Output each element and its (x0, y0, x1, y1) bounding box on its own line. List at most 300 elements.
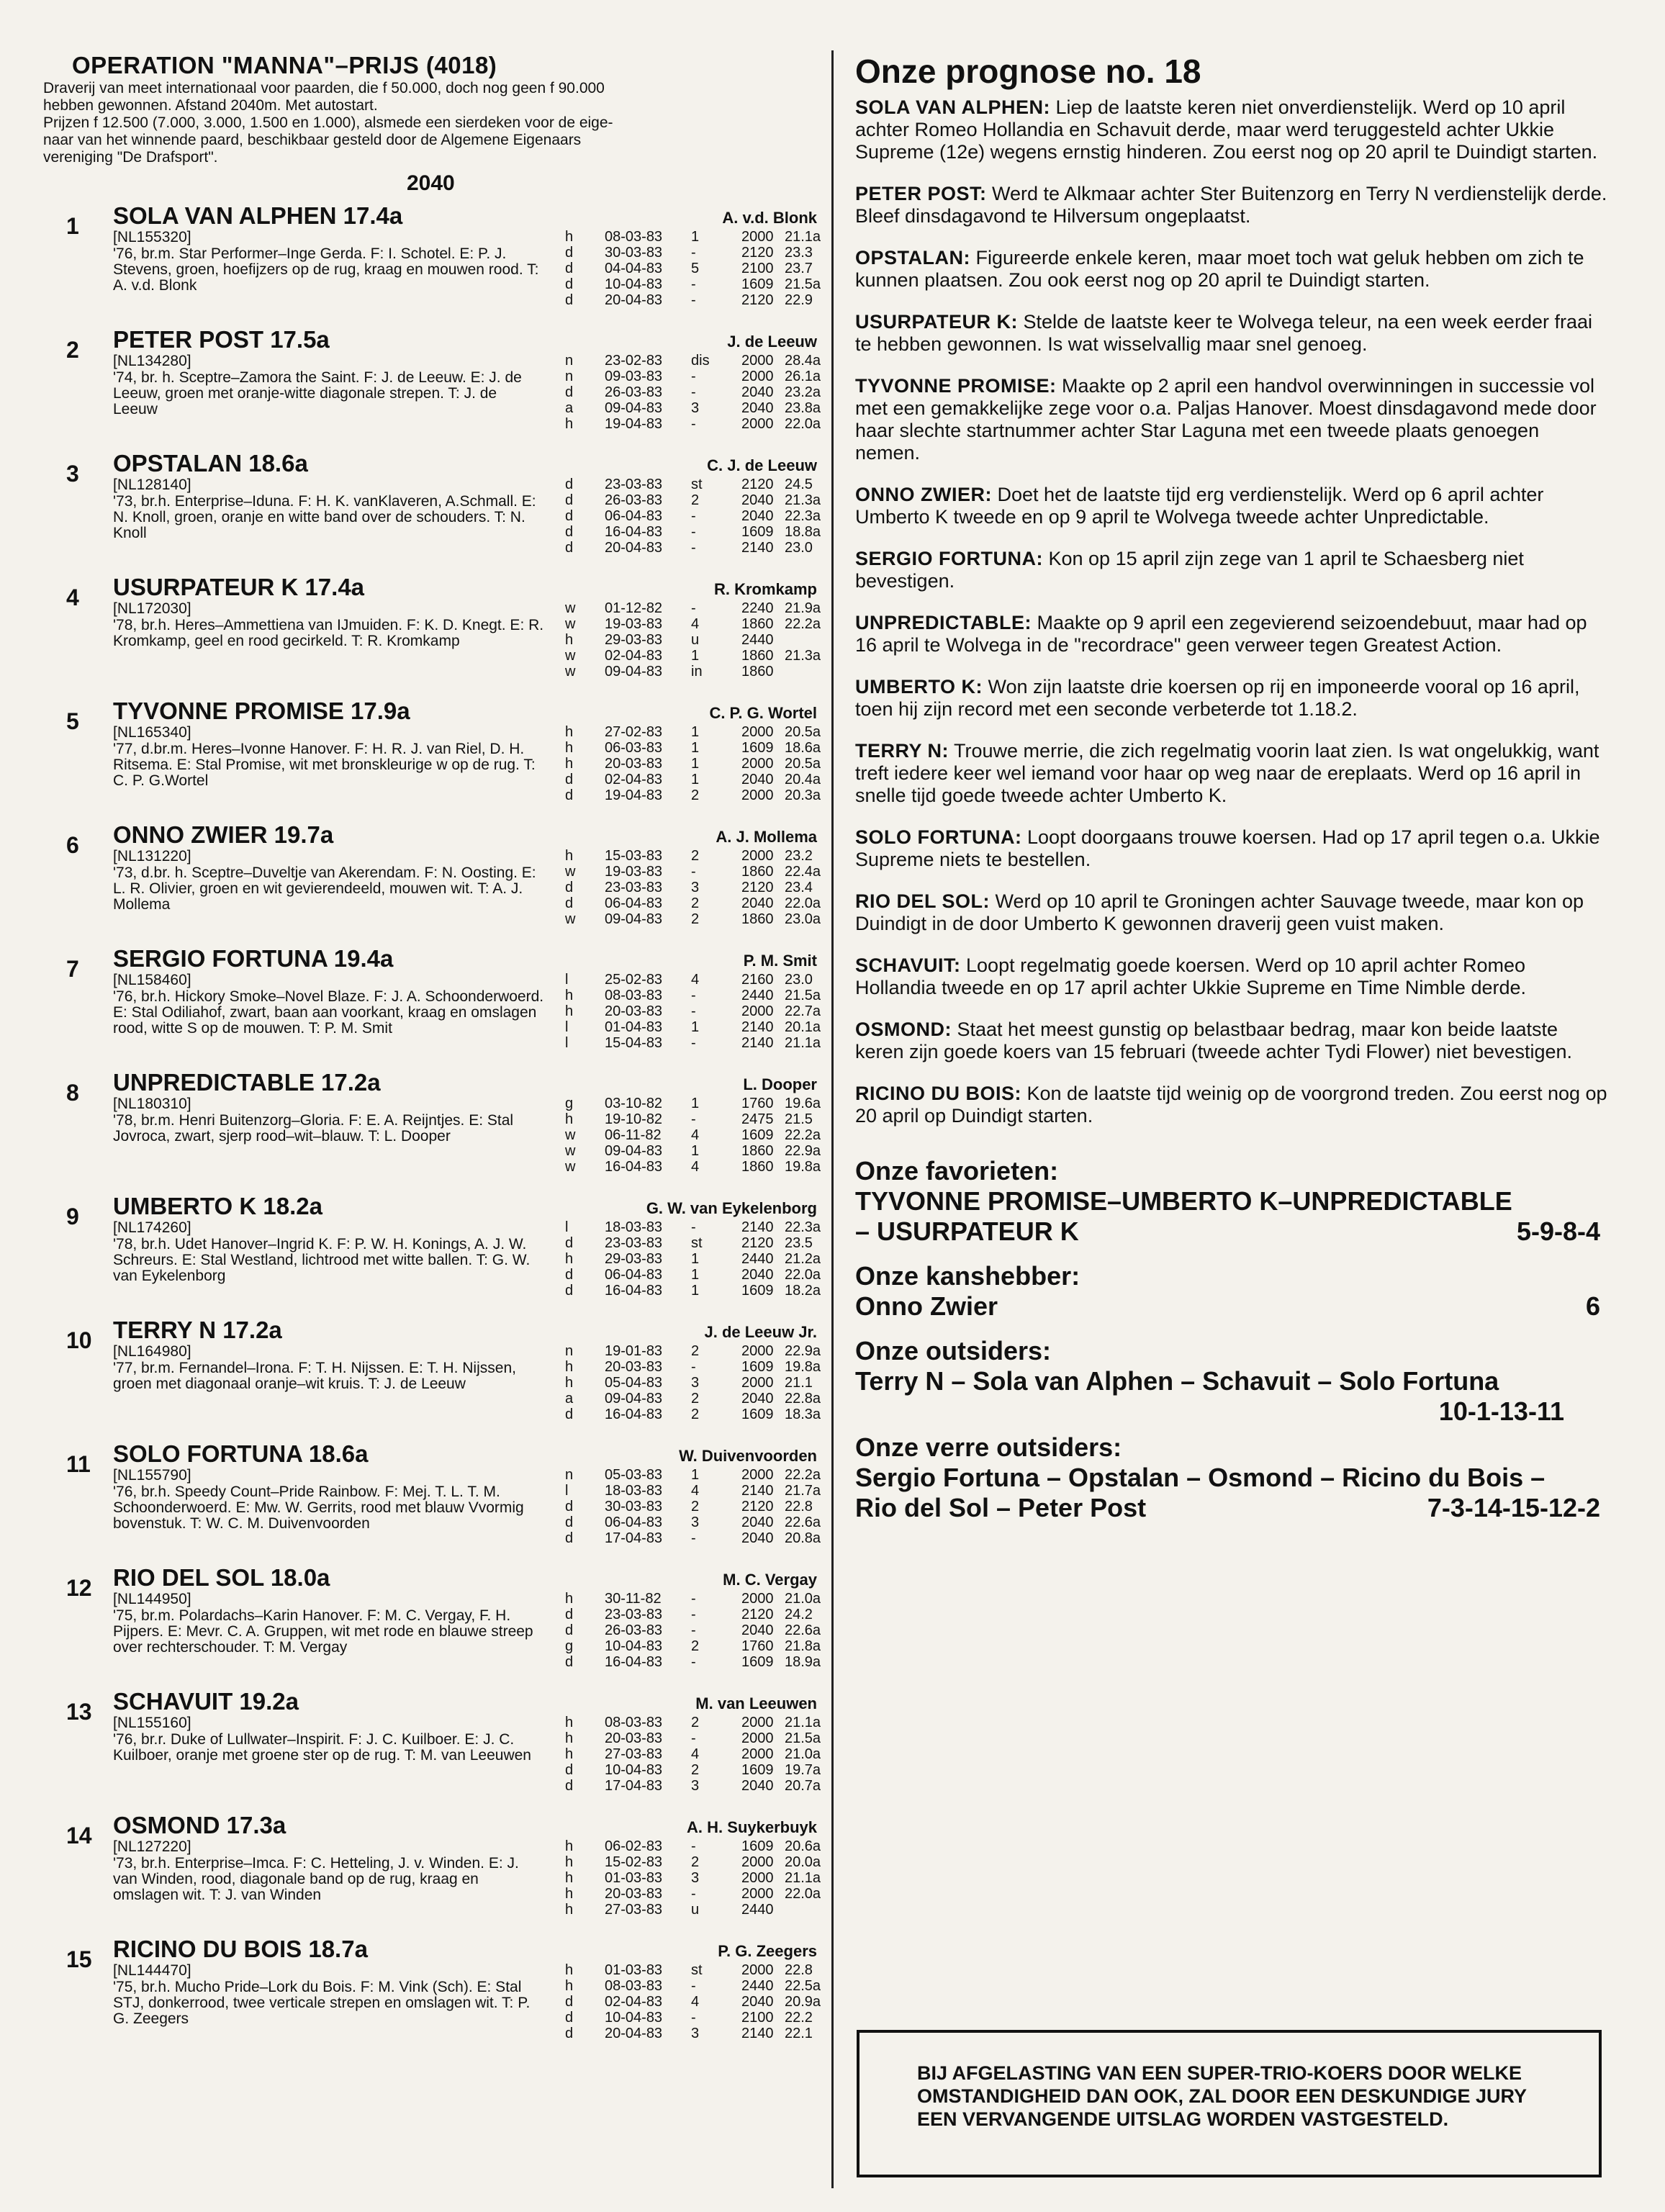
race-distance: 2140 (741, 540, 774, 556)
track-code: h (565, 756, 574, 772)
form-row (565, 648, 821, 664)
registration-number: [NL172030] (113, 600, 191, 617)
form-row (565, 1886, 821, 1902)
form-row (565, 1962, 817, 1978)
entry-list (43, 199, 821, 2056)
race-distance: 1609 (741, 1407, 774, 1422)
form-table (565, 1591, 821, 1670)
placing: - (691, 988, 696, 1003)
race-distance: 2000 (741, 1003, 774, 1019)
horse-pedigree: '78, br.m. Henri Buitenzorg–Gloria. F: E. A. Reijntjes. E: Stal Jovroca, zwart, sjerp rood–wit–blauw. T: L. Dooper (113, 1112, 514, 1145)
race-time: 21.1a (785, 229, 821, 245)
race-distance: 1860 (741, 648, 774, 664)
track-code: h (565, 1111, 574, 1127)
race-time: 22.0a (785, 895, 821, 911)
placing: 2 (691, 492, 700, 508)
race-time: 19.8a (785, 1359, 821, 1375)
entry-number: 15 (66, 1946, 92, 1972)
race-time: 21.1a (785, 1035, 821, 1051)
registration-number: [NL131220] (113, 848, 191, 865)
driver-name: R. Kromkamp (713, 580, 817, 598)
horse-name: SOLA VAN ALPHEN 17.4a (113, 202, 403, 229)
track-code: h (565, 1591, 574, 1607)
form-row (565, 492, 821, 508)
race-date: 06-04-83 (605, 1267, 663, 1283)
race-time: 18.6a (785, 740, 821, 756)
horse-pedigree: '78, br.h. Udet Hanover–Ingrid K. F: P. W. H. Konings, A. J. W. Schreurs. E: Stal Westland, lichtrood met witte ballen. T: G. W. van Eykelenborg (113, 1236, 531, 1284)
prognosis-paragraph (855, 548, 1607, 592)
placing: 1 (691, 1019, 700, 1035)
favorites-numbers: 5-9-8-4 (1516, 1216, 1600, 1246)
placing: - (691, 1359, 696, 1375)
race-distance: 2000 (741, 1343, 774, 1359)
placing: - (691, 369, 696, 384)
race-date: 23-02-83 (605, 353, 663, 369)
race-time: 21.1 (785, 1375, 813, 1391)
race-time: 22.3a (785, 508, 821, 524)
race-date: 06-04-83 (605, 1514, 663, 1530)
placing: 3 (691, 1870, 700, 1886)
race-date: 16-04-83 (605, 1407, 663, 1422)
form-row (565, 1838, 821, 1854)
outsiders-line: Terry N – Sola van Alphen – Schavuit – Solo Fortuna (855, 1366, 1499, 1396)
entry (43, 942, 821, 1065)
race-date: 09-03-83 (605, 369, 663, 384)
race-date: 26-03-83 (605, 492, 663, 508)
race-time: 18.2a (785, 1283, 821, 1299)
race-date: 20-03-83 (605, 756, 663, 772)
race-time: 19.7a (785, 1762, 821, 1778)
placing: 4 (691, 1483, 700, 1499)
registration-number: [NL158460] (113, 972, 191, 988)
placing: 1 (691, 1467, 700, 1483)
horse-name: PETER POST 17.5a (113, 326, 330, 353)
track-code: g (565, 1638, 574, 1654)
registration-number: [NL165340] (113, 724, 191, 741)
form-row (565, 229, 821, 245)
race-distance: 2040 (741, 1391, 774, 1407)
race-date: 29-03-83 (605, 1251, 663, 1267)
horse-pedigree: '73, br.h. Enterprise–Imca. F: C. Hetteling, J. v. Winden. E: J. van Winden, rood, diagonale band op de rug, kraag en omslagen wit. T: J. van Winden (113, 1855, 519, 1903)
placing: 1 (691, 648, 700, 664)
race-date: 01-12-82 (605, 600, 663, 616)
form-table (565, 1467, 821, 1546)
prognosis-paragraph (855, 954, 1607, 999)
track-code: d (565, 1267, 574, 1283)
track-code: h (565, 1003, 574, 1019)
race-distance: 2040 (741, 384, 774, 400)
track-code: w (565, 911, 576, 927)
race-desc-line: Prijzen f 12.500 (7.000, 3.000, 1.500 en 1.000), alsmede een sierdeken voor de eige- (43, 114, 613, 131)
race-time: 22.8 (785, 1499, 813, 1514)
race-date: 19-04-83 (605, 416, 663, 432)
placing: - (691, 1530, 696, 1546)
horse-name: UNPREDICTABLE 17.2a (113, 1069, 381, 1096)
race-date: 10-04-83 (605, 2010, 663, 2026)
race-distance: 1860 (741, 911, 774, 927)
track-code: d (565, 772, 574, 787)
race-time: 21.0a (785, 1591, 821, 1607)
placing: 1 (691, 772, 700, 787)
race-distance: 2140 (741, 2026, 774, 2041)
favorites-label: Onze favorieten: (855, 1156, 1059, 1186)
prognosis-text: Kon de laatste tijd weinig op de voorgrond treden. Zou eerst nog op 20 april op Duindigt starten. (855, 1083, 1607, 1127)
placing: - (691, 416, 696, 432)
track-code: d (565, 261, 574, 276)
race-time: 23.0 (785, 972, 813, 988)
placing: 1 (691, 1251, 700, 1267)
race-distance: 1860 (741, 864, 774, 880)
form-row (565, 384, 821, 400)
race-distance: 2040 (741, 895, 774, 911)
race-distance: 2000 (741, 756, 774, 772)
race-date: 15-02-83 (605, 1854, 663, 1870)
form-row (565, 1127, 821, 1143)
horse-name: USURPATEUR K 17.4a (113, 574, 365, 600)
race-date: 02-04-83 (605, 772, 663, 787)
race-date: 05-04-83 (605, 1375, 663, 1391)
entry-number: 6 (66, 832, 79, 858)
race-time: 23.7 (785, 261, 813, 276)
form-table (565, 724, 821, 803)
race-date: 30-03-83 (605, 245, 663, 261)
placing: - (691, 276, 696, 292)
race-time: 20.7a (785, 1778, 821, 1794)
chance-label: Onze kanshebber: (855, 1261, 1080, 1291)
track-code: h (565, 416, 574, 432)
race-time: 28.4a (785, 353, 821, 369)
race-distance: 2000 (741, 1854, 774, 1870)
race-time: 21.8a (785, 1638, 821, 1654)
race-time: 22.2a (785, 1127, 821, 1143)
track-code: d (565, 1530, 574, 1546)
form-row (565, 600, 821, 616)
track-code: d (565, 508, 574, 524)
placing: 2 (691, 1762, 700, 1778)
track-code: w (565, 1143, 576, 1159)
placing: - (691, 1591, 696, 1607)
track-code: a (565, 1391, 574, 1407)
prognosis-paragraph (855, 247, 1607, 292)
form-row (565, 911, 821, 927)
outsiders-section (855, 1336, 1607, 1427)
entry-number: 11 (66, 1451, 91, 1477)
placing: 1 (691, 724, 700, 740)
race-distance: 2000 (741, 353, 774, 369)
race-distance: 2140 (741, 1019, 774, 1035)
placing: - (691, 1035, 696, 1051)
prognosis-paragraph (855, 826, 1607, 871)
race-date: 04-04-83 (605, 261, 663, 276)
placing: - (691, 1838, 696, 1854)
race-time: 18.3a (785, 1407, 821, 1422)
race-date: 17-04-83 (605, 1530, 663, 1546)
horse-name: UNPREDICTABLE: (855, 612, 1032, 633)
race-date: 08-03-83 (605, 988, 663, 1003)
track-code: h (565, 1978, 574, 1994)
form-table (565, 353, 821, 432)
registration-number: [NL174260] (113, 1219, 191, 1236)
track-code: h (565, 1838, 574, 1854)
form-row (565, 1283, 821, 1299)
track-code: h (565, 1359, 574, 1375)
race-date: 19-03-83 (605, 616, 663, 632)
track-code: d (565, 1407, 574, 1422)
form-row (565, 1499, 817, 1514)
race-distance: 1860 (741, 1159, 774, 1175)
form-row (565, 1530, 821, 1546)
form-row (565, 1159, 821, 1175)
driver-name: C. J. de Leeuw (707, 456, 817, 474)
favorites-line-2-text: – USURPATEUR K (855, 1216, 1079, 1246)
race-date: 09-04-83 (605, 664, 663, 680)
race-time: 23.5 (785, 1235, 813, 1251)
entry-number: 1 (66, 213, 79, 239)
driver-name: A. H. Suykerbuyk (687, 1818, 817, 1836)
race-date: 06-02-83 (605, 1838, 663, 1854)
race-time: 24.2 (785, 1607, 813, 1622)
chance-number: 6 (1585, 1291, 1600, 1321)
form-row (565, 632, 817, 648)
form-row (565, 540, 817, 556)
track-code: h (565, 1730, 574, 1746)
form-row (565, 508, 821, 524)
entry (43, 1437, 821, 1561)
race-distance: 2120 (741, 1499, 774, 1514)
prognosis-paragraph (855, 375, 1607, 464)
race-distance: 2120 (741, 245, 774, 261)
entry (43, 1561, 821, 1684)
track-code: h (565, 1375, 574, 1391)
prognosis-text: Trouwe merrie, die zich regelmatig voorin laat zien. Is wat ongelukkig, want treft iedere keer wel iemand voor haar op weg naar de ereplaats. Werd op 16 april in snelle tijd goede tweede achter Umberto K. (855, 740, 1599, 806)
form-row (565, 2010, 817, 2026)
race-date: 18-03-83 (605, 1483, 663, 1499)
horse-name: TERRY N 17.2a (113, 1317, 282, 1343)
entry (43, 694, 821, 818)
track-code: d (565, 1994, 574, 2010)
placing: st (691, 477, 703, 492)
race-time: 21.2a (785, 1251, 821, 1267)
form-row (565, 756, 821, 772)
horse-pedigree: '76, br.r. Duke of Lullwater–Inspirit. F: J. C. Kuilboer. E: J. C. Kuilboer, oranje met groene ster op de rug. T: M. van Leeuwen (113, 1731, 531, 1764)
race-date: 09-04-83 (605, 1143, 663, 1159)
prognosis-paragraph (855, 484, 1607, 528)
race-date: 10-04-83 (605, 1762, 663, 1778)
horse-name: SERGIO FORTUNA 19.4a (113, 945, 394, 972)
entry (43, 446, 821, 570)
driver-name: M. C. Vergay (723, 1571, 817, 1589)
horse-name: TYVONNE PROMISE 17.9a (113, 698, 410, 724)
placing: - (691, 1607, 696, 1622)
race-time: 23.0 (785, 540, 813, 556)
prognosis-text: Won zijn laatste drie koersen op rij en imponeerde vooral op 16 april, toen hij zijn record met een seconde verbeterde tot 1.18.2. (855, 676, 1580, 720)
entry-number: 14 (66, 1823, 92, 1848)
race-distance: 1860 (741, 616, 774, 632)
placing: 2 (691, 911, 700, 927)
race-distance: 1609 (741, 276, 774, 292)
form-row (565, 724, 821, 740)
horse-pedigree: '73, br.h. Enterprise–Iduna. F: H. K. vanKlaveren, A.Schmall. E: N. Knoll, groen, oranje en witte band over de schouders. T: N. Knoll (113, 493, 536, 541)
race-distance: 2120 (741, 880, 774, 895)
track-code: h (565, 724, 574, 740)
race-distance: 2440 (741, 1902, 774, 1918)
track-code: d (565, 1622, 574, 1638)
race-distance: 2120 (741, 292, 774, 308)
track-code: w (565, 600, 576, 616)
horse-pedigree: '74, br. h. Sceptre–Zamora the Saint. F: J. de Leeuw. E: J. de Leeuw, groen met oranje-witte diagonale strepen. T: J. de Leeuw (113, 369, 522, 417)
race-distance: 2000 (741, 1886, 774, 1902)
track-code: d (565, 1283, 574, 1299)
placing: - (691, 245, 696, 261)
horse-name: ONNO ZWIER: (855, 484, 992, 505)
race-distance: 1760 (741, 1638, 774, 1654)
race-date: 10-04-83 (605, 1638, 663, 1654)
track-code: d (565, 540, 574, 556)
race-time: 22.7a (785, 1003, 821, 1019)
race-date: 30-11-82 (605, 1591, 662, 1607)
placing: - (691, 600, 696, 616)
prognosis-text: Loopt regelmatig goede koersen. Werd op 10 april achter Romeo Hollandia tweede en op 17 april achter Ukkie Supreme en Time Nimble derde. (855, 954, 1527, 998)
race-time: 21.1a (785, 1870, 821, 1886)
race-time: 22.9a (785, 1343, 821, 1359)
form-row (565, 880, 817, 895)
driver-name: G. W. van Eykelenborg (646, 1199, 817, 1217)
entry-number: 8 (66, 1080, 79, 1106)
track-code: l (565, 972, 569, 988)
horse-name: PETER POST: (855, 183, 987, 204)
race-time: 20.5a (785, 756, 821, 772)
race-distance: 2475 (741, 1111, 774, 1127)
registration-number: [NL144950] (113, 1591, 191, 1607)
chance-name: Onno Zwier (855, 1291, 998, 1321)
placing: st (691, 1962, 703, 1978)
entry (43, 1684, 821, 1808)
placing: 4 (691, 616, 700, 632)
race-date: 15-04-83 (605, 1035, 663, 1051)
form-row (565, 864, 821, 880)
race-date: 02-04-83 (605, 648, 663, 664)
track-code: w (565, 664, 576, 680)
race-time: 22.2a (785, 1467, 821, 1483)
race-date: 06-04-83 (605, 895, 663, 911)
track-code: d (565, 2026, 574, 2041)
race-distance: 2040 (741, 1622, 774, 1638)
placing: - (691, 1003, 696, 1019)
horse-name: RIO DEL SOL 18.0a (113, 1564, 330, 1591)
driver-name: L. Dooper (743, 1075, 817, 1093)
race-date: 09-04-83 (605, 400, 663, 416)
form-row (565, 1994, 821, 2010)
race-distance: 2240 (741, 600, 774, 616)
driver-name: P. G. Zeegers (718, 1942, 817, 1960)
form-row (565, 369, 821, 384)
form-row (565, 1235, 817, 1251)
prognosis-paragraph (855, 740, 1607, 807)
track-code: d (565, 1499, 574, 1514)
track-code: d (565, 1778, 574, 1794)
prognosis-text: Stelde de laatste keer te Wolvega teleur, na een week eerder fraai te hebben gewonnen. Is wat wisselvallig maar snel genoeg. (855, 311, 1592, 355)
prognosis-text: Figureerde enkele keren, maar moet toch wat geluk hebben om zich te kunnen plaatsen. Zou ook eerst nog op 20 april te Duindigt starten. (855, 247, 1584, 291)
race-date: 20-04-83 (605, 540, 663, 556)
race-time: 23.4 (785, 880, 813, 895)
placing: 2 (691, 895, 700, 911)
prognosis-text: Maakte op 2 april een handvol overwinningen in successie vol met een gemakkelijke zege voor o.a. Paljas Hanover. Moest dinsdagavond mede door haar slechte startnummer achter Star Laguna met een tweede plaats genoegen nemen. (855, 375, 1597, 464)
track-code: n (565, 1343, 574, 1359)
race-time: 22.6a (785, 1514, 821, 1530)
race-time: 18.9a (785, 1654, 821, 1670)
chance-line (855, 1291, 1607, 1322)
form-row (565, 477, 817, 492)
form-table (565, 1962, 821, 2041)
race-time: 22.8 (785, 1962, 813, 1978)
race-time: 23.2 (785, 848, 813, 864)
race-distance: 2000 (741, 1870, 774, 1886)
race-distance: 1860 (741, 664, 774, 680)
entry (43, 1932, 821, 2056)
race-date: 23-03-83 (605, 1235, 663, 1251)
track-code: h (565, 848, 574, 864)
placing: - (691, 384, 696, 400)
race-date: 02-04-83 (605, 1994, 663, 2010)
track-code: h (565, 1886, 574, 1902)
track-code: h (565, 988, 574, 1003)
race-distance: 1609 (741, 740, 774, 756)
race-time: 24.5 (785, 477, 813, 492)
race-date: 18-03-83 (605, 1219, 663, 1235)
race-time: 22.6a (785, 1622, 821, 1638)
far-outsiders-line-2-text: Rio del Sol – Peter Post (855, 1493, 1147, 1522)
prognosis-text: Doet het de laatste tijd erg verdienstelijk. Werd op 6 april achter Umberto K tweede en op 9 april te Wolvega tweede achter Unpredictable. (855, 484, 1544, 528)
race-distance: 2140 (741, 1035, 774, 1051)
race-distance: 2140 (741, 1219, 774, 1235)
entry-number: 5 (66, 708, 79, 734)
placing: 1 (691, 1143, 700, 1159)
race-distance: 2040 (741, 1994, 774, 2010)
race-distance: 2120 (741, 477, 774, 492)
form-row (565, 1391, 821, 1407)
prognosis-paragraph (855, 1019, 1607, 1063)
race-date: 09-04-83 (605, 911, 663, 927)
placing: 2 (691, 787, 700, 803)
entry-number: 10 (66, 1327, 92, 1353)
track-code: h (565, 632, 574, 648)
race-time: 20.9a (785, 1994, 821, 2010)
horse-name: RIO DEL SOL: (855, 890, 991, 912)
race-date: 20-04-83 (605, 292, 663, 308)
form-row (565, 1591, 821, 1607)
registration-number: [NL128140] (113, 477, 191, 493)
race-date: 19-03-83 (605, 864, 663, 880)
race-description (43, 81, 817, 166)
horse-pedigree: '76, br.m. Star Performer–Inge Gerda. F: I. Schotel. E: P. J. Stevens, groen, hoefijzers op de rug, kraag en mouwen rood. T: A. v.d. Blonk (113, 245, 539, 294)
registration-number: [NL164980] (113, 1343, 191, 1360)
form-row (565, 1654, 821, 1670)
track-code: d (565, 1235, 574, 1251)
chance-section (855, 1261, 1607, 1322)
far-outsiders-section (855, 1432, 1607, 1523)
race-date: 01-03-83 (605, 1962, 663, 1978)
race-date: 06-11-82 (605, 1127, 662, 1143)
race-time: 22.0a (785, 1267, 821, 1283)
prognosis-paragraph (855, 183, 1607, 227)
race-title: OPERATION "MANNA"–PRIJS (4018) (72, 52, 497, 78)
placing: 3 (691, 1375, 700, 1391)
far-outsiders-line-2 (855, 1493, 1607, 1523)
registration-number: [NL180310] (113, 1096, 191, 1112)
race-distance: 2040 (741, 772, 774, 787)
horse-name: OSMOND 17.3a (113, 1812, 286, 1838)
form-row (565, 1730, 821, 1746)
